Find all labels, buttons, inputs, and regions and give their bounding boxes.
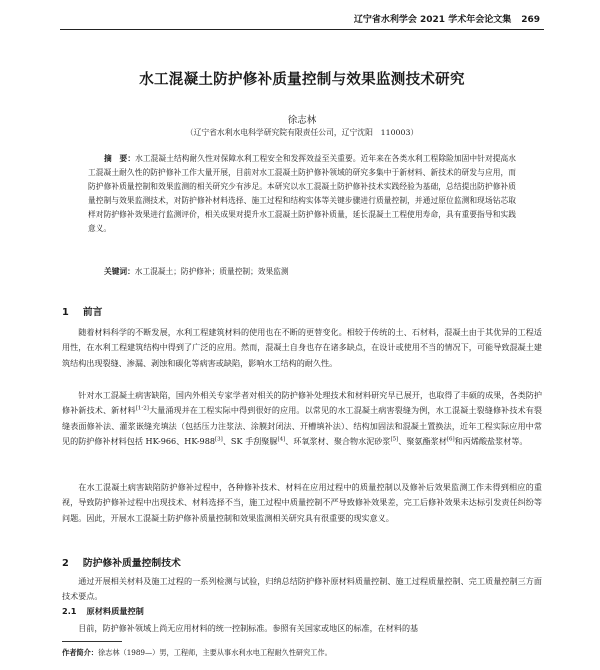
author-footnote: [62, 648, 542, 658]
subsection-2-1-number: 2.1: [62, 606, 77, 616]
keywords: [104, 266, 524, 277]
para2-text-c: 、SK 手刮聚脲: [222, 436, 278, 447]
abstract: [88, 152, 516, 236]
footnote-label: 作者简介：: [62, 648, 98, 657]
para2-text-e: 、聚氨酯浆材: [398, 436, 447, 447]
para2-text-f: 和丙烯酸盐浆材等。: [454, 436, 528, 447]
citation-5: [5]: [390, 436, 399, 443]
para2-text-a: 针对水工混凝土病害缺陷，国内外相关专家学者对相关的防护修补处理技术和材料研究早已展开，也取得了丰硕的成果，各类防护修补新技术、新材料: [62, 390, 542, 416]
footnote-rule: [62, 641, 122, 642]
subsection-2-1-paragraph-1: 目前，防护修补领域上尚无应用材料的统一控制标准。参照有关国家或地区的标准，在材料的基: [78, 623, 419, 633]
abstract-text: 水工混凝土结构耐久性对保障水利工程安全和发挥效益至关重要。近年来在各类水利工程除险加固中针对提高水工混凝土耐久性的防护修补工作大量开展，目前对水工混凝土防护修补领域的研究多集中于新材料、新技术的研发与应用，而防护修补质量控制和效果监测的相关研究少有涉足。本研究以水工混凝土防护修补技术实践经验为基础，总结提出防护修补质量控制与效果监测技术，对防护修补材料选择、施工过程和结构实体等关键步骤进行质量控制，并通过原位监测和现场钻芯取样对防护修补效果进行监测评价，相关成果对提升水工混凝土防护修补质量，延长混凝土工程使用寿命，具有重要指导和实践意义。: [88, 154, 516, 233]
keywords-label: 关键词：: [104, 267, 135, 276]
citation-4: [4]: [277, 436, 286, 443]
subsection-2-1-heading: [62, 606, 144, 617]
para2-text-d: 、环氧浆材、聚合物水泥砂浆: [285, 436, 391, 447]
section-1-paragraph-1: 随着材料科学的不断发展，水利工程建筑材料的使用也在不断的更替变化。相较于传统的土、石材料，混凝土由于其优异的工程适用性，在水利工程建筑结构中得到了广泛的应用。然而，混凝土自身也存在诸多缺点，在设计或使用不当的情况下，可能导致混凝土建筑结构出现裂缝、渗漏、剥蚀和碳化等病害或缺陷，影响水工结构的耐久性。: [62, 327, 542, 368]
section-1-number: 1: [62, 307, 69, 318]
journal-name: 辽宁省水利学会 2021 学术年会论文集: [353, 15, 512, 25]
para2-text-b: 大量涌现并在工程实际中得到很好的应用。以常见的水工混凝土病害裂缝为例，水工混凝土裂缝修补技术有裂缝表面修补法、灌浆嵌缝充填法（包括压力注浆法、涂膜封闭法、开槽填补法）、结构加固法和混凝土置换法，近年工程实际应用中常见的防护修补材料包括 HK-966、HK-988: [62, 405, 542, 447]
subsection-2-1-title: 原材料质量控制: [86, 606, 144, 616]
header-rule: [60, 29, 544, 30]
abstract-label: 摘 要：: [104, 154, 136, 163]
section-2-paragraph-1: 通过开展相关材料及施工过程的一系列检测与试验，归纳总结防护修补原材料质量控制、施工过程质量控制、完工质量控制三方面技术要点。: [62, 576, 542, 602]
section-1-title: 前言: [82, 307, 103, 318]
page-number: 269: [521, 15, 540, 25]
running-header: [60, 12, 540, 25]
citation-1-2: [1-2]: [135, 405, 149, 412]
section-2-heading: [62, 555, 181, 569]
section-2-number: 2: [62, 558, 69, 569]
footnote-text: 徐志林（1989—）男，工程师，主要从事水利水电工程耐久性研究工作。: [97, 648, 332, 657]
paper-title: 水工混凝土防护修补质量控制与效果监测技术研究: [139, 72, 465, 88]
citation-6: [6]: [446, 436, 455, 443]
section-1-paragraph-3: 在水工混凝土病害缺陷防护修补过程中，各种修补技术、材料在应用过程中的质量控制以及修补后效果监测工作未得到相应的重视，导致防护修补过程中出现技术、材料选择不当，施工过程中质量控制不严导致修补效果差，完工后修补效果未达标引发责任纠纷等问题。因此，开展水工混凝土防护修补质量控制和效果监测相关研究具有很重要的现实意义。: [62, 482, 542, 523]
citation-3: [3]: [215, 436, 223, 443]
section-1-paragraph-2: [62, 388, 542, 450]
section-2-title: 防护修补质量控制技术: [82, 558, 181, 569]
author-affiliation: （辽宁省水利水电科学研究院有限责任公司，辽宁沈阳 110003）: [185, 128, 419, 137]
section-1-heading: [62, 304, 102, 318]
keywords-text: 水工混凝土；防护修补；质量控制；效果监测: [134, 267, 289, 276]
author-name: 徐志林: [287, 115, 317, 126]
